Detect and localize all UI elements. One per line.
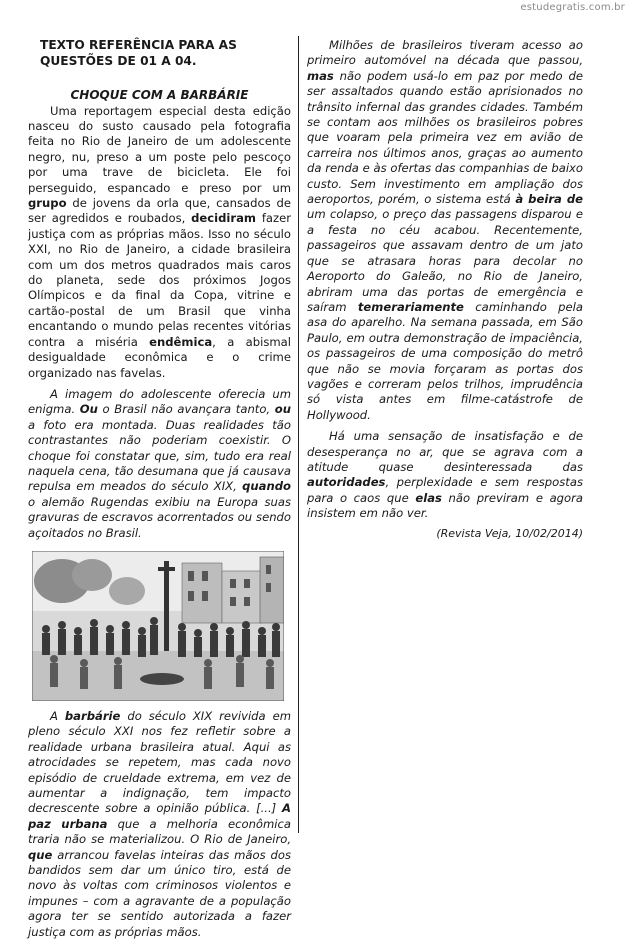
text-run: o Brasil não avançara tanto, (97, 402, 275, 417)
watermark: estudegratis.com.br (520, 2, 625, 13)
right-column (307, 38, 583, 541)
emphasis-word: mas (307, 68, 334, 83)
rugendas-engraving (32, 551, 284, 701)
text-run: que a melhoria econômica traria não se materializou. O Rio de Janeiro, (28, 816, 291, 847)
emphasis-word: Ou (79, 402, 98, 417)
article-title: CHOQUE COM A BARBÁRIE (70, 88, 249, 103)
left-column (28, 38, 291, 940)
emphasis-word: autoridades (307, 475, 386, 490)
text-run: o alemão Rugendas exibiu na Europa suas gravuras de escravos acorrentados ou sendo açoitados no Brasil. (28, 494, 291, 540)
emphasis-word: à beira de (515, 192, 583, 207)
text-run: caminhando pela asa do aparelho. Na semana passada, em São Paulo, em outra demonstração de impaciência, os passageiros de uma composição do metrô que não se movia forçaram as portas dos vagões e correram pelos trilhos, imprudência só vista antes em filme-catástrofe de Hollywood. (307, 299, 583, 422)
emphasis-word: grupo (28, 196, 67, 211)
text-run: um colapso, o preço das passagens disparou e a festa no céu acabou. Recentemente, passageiros que assavam dentro de um jato que se atrasara horas para decolar no Aeroporto do Galeão, no Rio de Janeiro, abriram uma das portas de emergência e saíram (307, 207, 583, 314)
text-run: de jovens da orla que, cansados de ser agredidos e roubados, (28, 196, 291, 226)
emphasis-word: barbárie (64, 708, 121, 723)
paragraph-1 (28, 104, 291, 381)
emphasis-word: temerariamente (357, 299, 464, 314)
engraving-image (32, 551, 284, 701)
emphasis-word: A paz urbana (28, 801, 291, 831)
text-run: Uma reportagem especial desta edição nasceu do susto causado pela fotografia feita no Rio de Janeiro de um adolescente negro, nu, preso a um poste pelo pescoço por uma trave de bicicleta. Ele foi perseguido, espancado e preso por um (28, 103, 291, 195)
emphasis-word: decidiram (191, 211, 257, 226)
text-run: , perplexidade e sem respostas para o caos que (307, 475, 583, 505)
text-run: , a abismal desigualdade econômica e o crime organizado nas favelas. (28, 334, 291, 380)
text-run: A imagem do adolescente oferecia um enigma. (28, 386, 291, 417)
paragraph-3 (28, 709, 291, 940)
emphasis-word: endêmica (149, 334, 213, 349)
text-run: não podem usá-lo em paz por medo de ser assaltados quando estão aprisionados no trânsito infernal das grandes cidades. Também se contam aos milhões os brasileiros pobres que voaram pela primeira vez em avião de carreira nos últimos anos, graças ao aumento da renda e às ofertas das companhias de baixo custo. Sem investimento em ampliação dos aeroportos, porém, o sistema está (307, 68, 583, 207)
emphasis-word: quando (242, 479, 291, 494)
paragraph-2 (28, 387, 291, 541)
text-run: A (50, 708, 65, 723)
text-run: do século XIX revivida em pleno século XXI nos fez refletir sobre a realidade urbana brasileira atual. Aqui as atrocidades se repetem, mas cada novo episódio de crueldade extrema, em vez de aumentar a indignação, tem impacto decrescente sobre a opinião pública. [...] (28, 708, 291, 816)
section-header: TEXTO REFERÊNCIA PARA AS QUESTÕES DE 01 A 04. (40, 38, 237, 68)
text-run: não previram e agora insistem em não ver. (307, 490, 584, 521)
emphasis-word: elas (415, 490, 442, 505)
text-run: fazer justiça com as próprias mãos. Isso no século XXI, no Rio de Janeiro, a cidade brasileira com um dos metros quadrados mais caros do planeta, sede dos próximos Jogos Olímpicos e da final da Copa, vitrine e cartão-postal de um Brasil que vinha encantando o mundo pelas recentes vitórias contra a miséria (28, 211, 292, 349)
source-citation: (Revista Veja, 10/02/2014) (436, 526, 583, 540)
text-run: a foto era montada. Duas realidades tão contrastantes não poderiam coexistir. O choque foi constatar que, sim, tudo era real naquela cena, tão desumana que já causava repulsa em meados do século XIX, (28, 417, 291, 494)
paragraph-5 (307, 429, 583, 521)
paragraph-4 (307, 38, 583, 423)
text-run: Milhões de brasileiros tiveram acesso ao primeiro automóvel na década que passou, (307, 38, 583, 68)
column-divider (298, 36, 299, 833)
text-run: Há uma sensação de insatisfação e de desesperança no ar, que se agrava com a atitude quase desinteressada das (307, 429, 583, 474)
text-run: arrancou favelas inteiras das mãos dos bandidos sem dar um único tiro, está de novo às voltas com criminosos violentos e impunes – com a agravante de a população agora ter se sentido autorizada a fazer justiça com as próprias mãos. (28, 847, 291, 939)
emphasis-word: que (28, 847, 53, 862)
emphasis-word: ou (274, 402, 291, 417)
